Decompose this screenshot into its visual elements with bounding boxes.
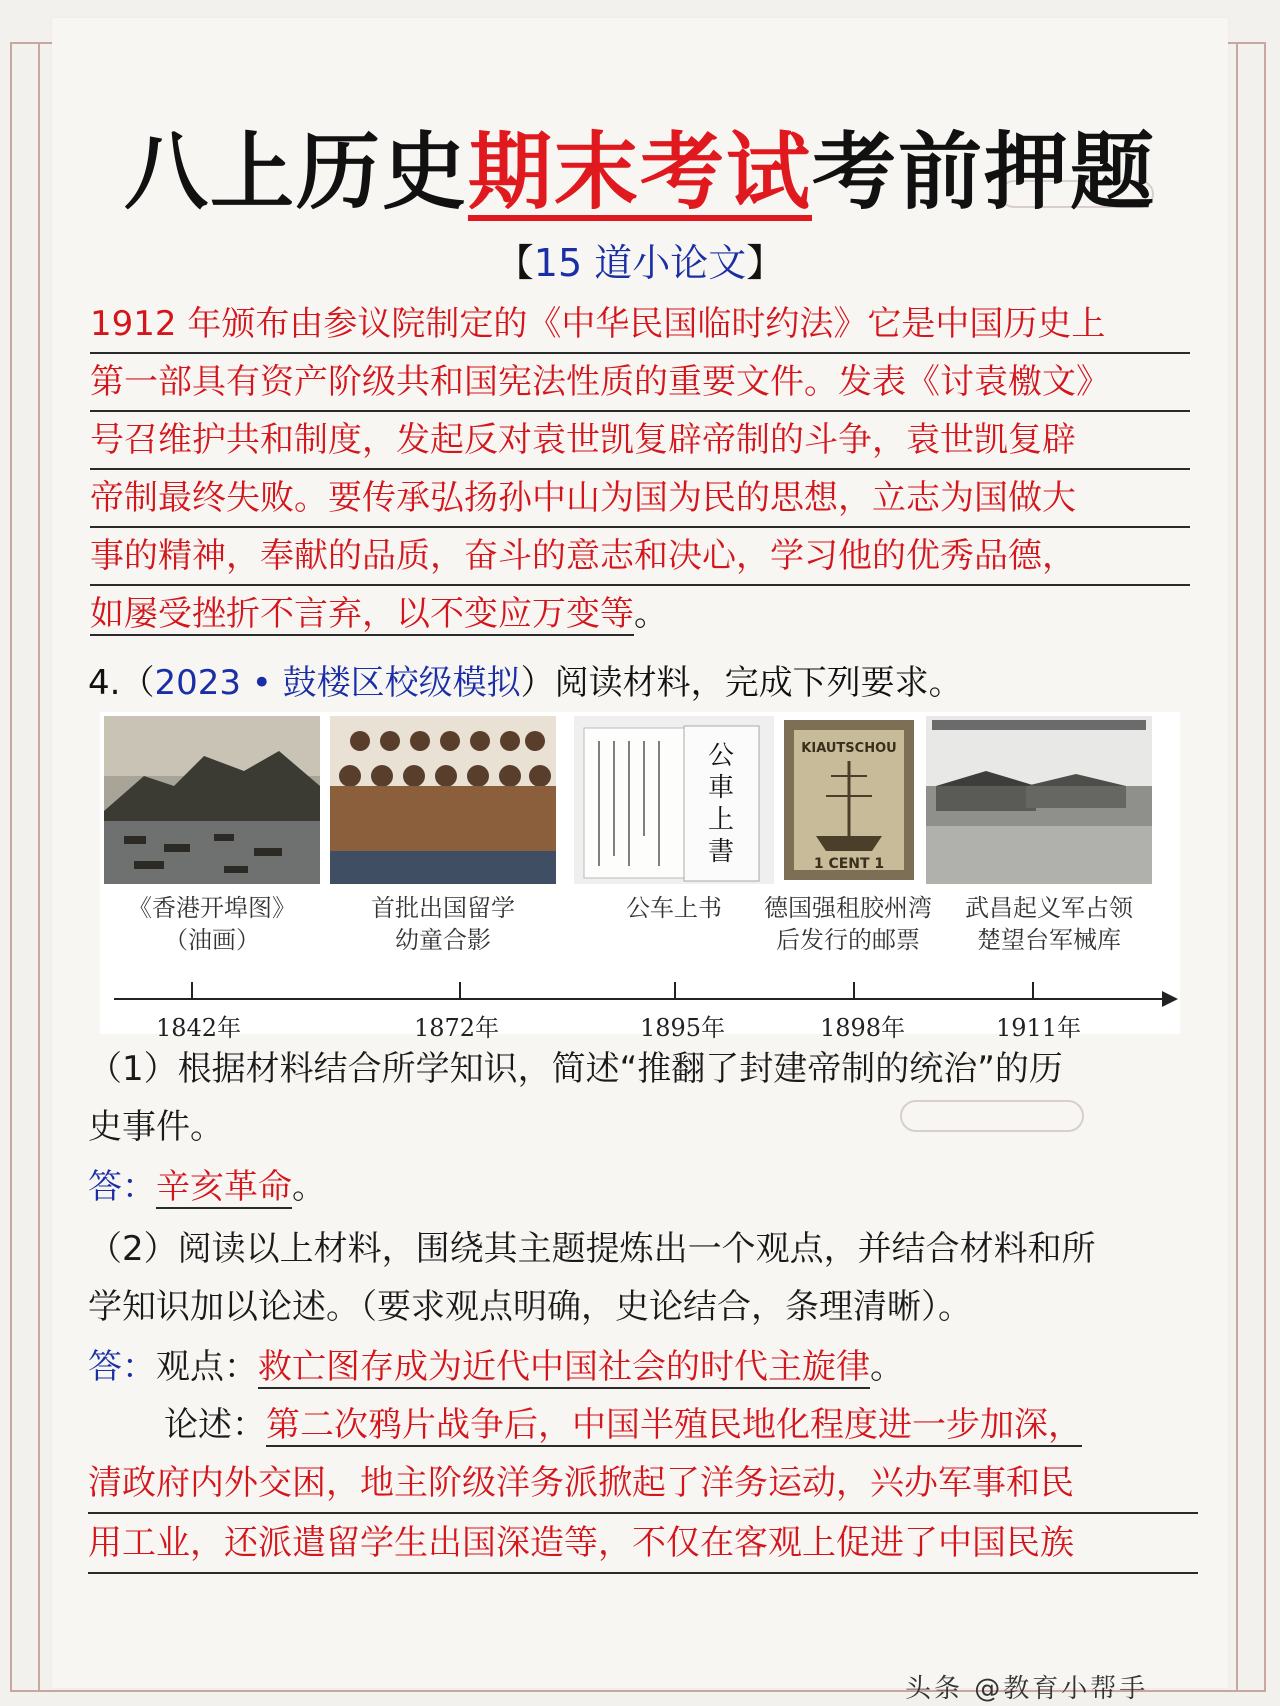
caption-line: 幼童合影: [395, 926, 491, 954]
question-2: [88, 1220, 1198, 1336]
svg-text:書: 書: [707, 837, 735, 867]
timeline-year: 1895年: [640, 1014, 726, 1042]
watermark: 头条 @教育小帮手: [905, 1674, 1149, 1704]
caption-2: [330, 892, 556, 956]
answer-label: 答：: [88, 1347, 156, 1387]
timeline-tick: [674, 982, 676, 1000]
argument-line-1: [88, 1396, 1198, 1454]
subtitle-text: 15 道小论文: [533, 241, 747, 285]
para-line: 1912 年颁布由参议院制定的《中华民国临时约法》它是中国历史上: [90, 296, 1190, 354]
timeline-axis: [114, 998, 1166, 1000]
argument-line-3: 用工业，还派遣留学生出国深造等，不仅在客观上促进了中国民族: [88, 1514, 1198, 1574]
para-line: 事的精神，奉献的品质，奋斗的意志和决心，学习他的优秀品德，: [90, 528, 1190, 586]
viewpoint-text: 救亡图存成为近代中国社会的时代主旋律: [258, 1347, 870, 1387]
caption-3: [574, 892, 774, 924]
bracket-close: 】: [746, 241, 785, 285]
para-last-line: [90, 586, 1190, 642]
caption-1: [104, 892, 320, 956]
answer-paragraph-1: [90, 296, 1190, 642]
viewpoint-line: [88, 1338, 1198, 1396]
q4-source: 2023 • 鼓楼区校级模拟: [154, 663, 521, 703]
q2-line: 学知识加以论述。（要求观点明确，史论结合，条理清晰）。: [88, 1287, 972, 1327]
argument-label: 论述：: [164, 1405, 266, 1445]
bracket-open: 【: [495, 241, 534, 285]
q1-line: （1）根据材料结合所学知识，简述“推翻了封建帝制的统治”的历: [88, 1049, 1063, 1089]
answer-end: 。: [292, 1167, 326, 1207]
hongkong-painting-image: [104, 716, 320, 884]
caption-4: [758, 892, 938, 956]
timeline-tick: [1032, 982, 1034, 1000]
caption-line: （油画）: [164, 926, 260, 954]
argument-text: 第二次鸦片战争后，中国半殖民地化程度进一步加深，: [266, 1405, 1082, 1445]
svg-text:上: 上: [707, 805, 735, 835]
page-title: [0, 105, 1280, 226]
question-1: [88, 1040, 1198, 1156]
title-part1: 八上历史: [123, 123, 468, 221]
answer-1: [88, 1158, 1198, 1216]
q1-line: 史事件。: [88, 1107, 224, 1147]
svg-text:1 CENT 1: 1 CENT 1: [813, 856, 885, 872]
title-highlight: 期末考试: [467, 123, 812, 221]
para-end: 。: [634, 594, 668, 634]
subtitle: [0, 232, 1280, 287]
caption-line: 公车上书: [626, 894, 722, 922]
caption-line: 武昌起义军占领: [965, 894, 1133, 922]
para-line: 如屡受挫折不言弃，以不变应万变等: [90, 594, 634, 634]
svg-text:車: 車: [707, 773, 735, 803]
caption-5: [944, 892, 1154, 956]
para-line: 帝制最终失败。要传承弘扬孙中山为国为民的思想，立志为国做大: [90, 470, 1190, 528]
caption-line: 楚望台军械库: [977, 926, 1121, 954]
answer-label: 答：: [88, 1167, 156, 1207]
viewpoint-end: 。: [870, 1347, 904, 1387]
q2-line: （2）阅读以上材料，围绕其主题提炼出一个观点，并结合材料和所: [88, 1229, 1096, 1269]
caption-line: 首批出国留学: [371, 894, 515, 922]
kiautschou-stamp-image: [776, 716, 922, 884]
svg-text:KIAUTSCHOU: KIAUTSCHOU: [801, 741, 897, 756]
q4-text: ）阅读材料，完成下列要求。: [520, 663, 963, 703]
para-line: 第一部具有资产阶级共和国宪法性质的重要文件。发表《讨袁檄文》: [90, 354, 1190, 412]
timeline-arrow: [1162, 991, 1178, 1007]
timeline-year: 1911年: [996, 1014, 1082, 1042]
timeline-tick: [191, 982, 193, 1000]
q4-number: 4.（: [88, 663, 155, 703]
timeline-year: 1872年: [414, 1014, 500, 1042]
timeline-year: 1842年: [156, 1014, 242, 1042]
timeline-year: 1898年: [820, 1014, 906, 1042]
students-photo-image: [330, 716, 556, 884]
arsenal-photo-image: [926, 716, 1152, 884]
caption-line: 后发行的邮票: [776, 926, 920, 954]
answer-text: 辛亥革命: [156, 1167, 292, 1207]
answer-2: [88, 1338, 1198, 1574]
svg-text:公: 公: [707, 741, 735, 771]
caption-line: 《香港开埠图》: [128, 894, 296, 922]
timeline-tick: [459, 982, 461, 1000]
question-4: [88, 655, 963, 704]
viewpoint-label: 观点：: [156, 1347, 258, 1387]
petition-document-image: [574, 716, 774, 884]
title-part2: 考前押题: [812, 123, 1157, 221]
timeline-tick: [853, 982, 855, 1000]
caption-line: 德国强租胶州湾: [764, 894, 932, 922]
para-line: 号召维护共和制度，发起反对袁世凯复辟帝制的斗争，袁世凯复辟: [90, 412, 1190, 470]
argument-line-2: 清政府内外交困，地主阶级洋务派掀起了洋务运动，兴办军事和民: [88, 1454, 1198, 1514]
